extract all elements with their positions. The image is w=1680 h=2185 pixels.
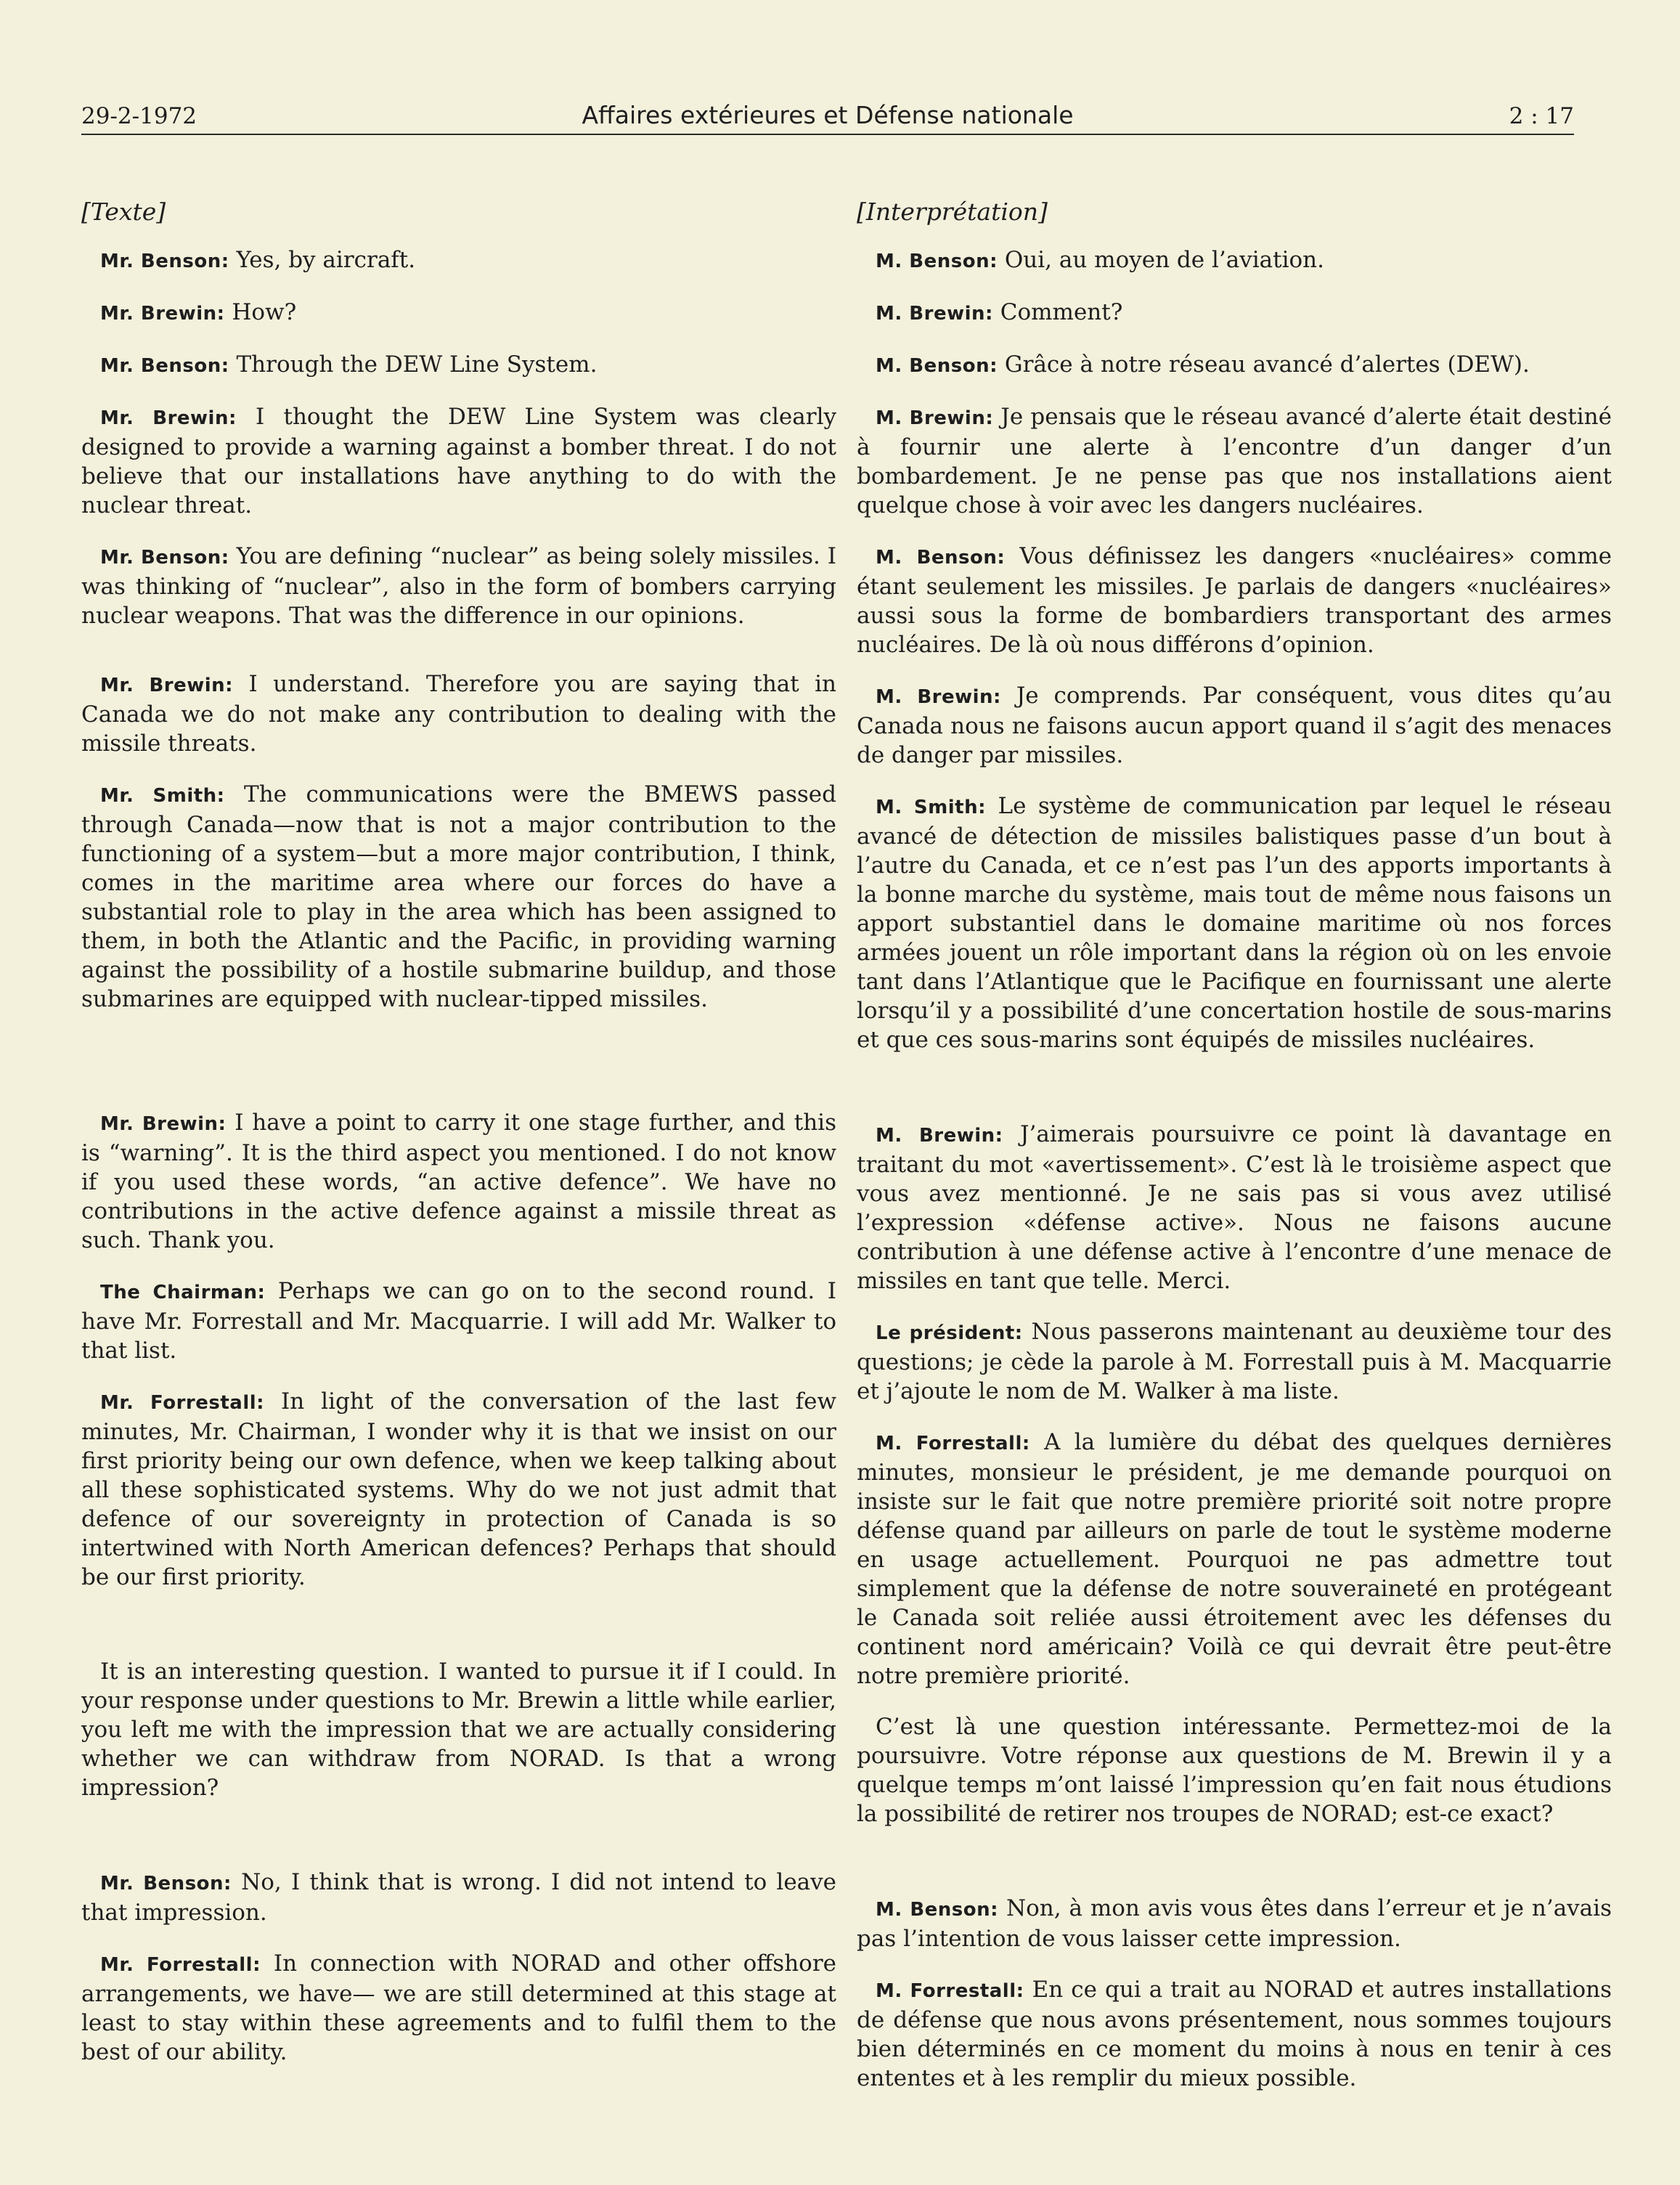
paragraph (81, 1949, 836, 2067)
header-title: Affaires extérieures et Défense nationale (582, 101, 1074, 129)
paragraph-text: Oui, au moyen de l’aviation. (998, 247, 1324, 273)
paragraph (81, 1387, 836, 1592)
paragraph-text: In light of the conversation of the last few minutes, Mr. Chairman, I wonder why it is that we insist on our first priority being our own defence, when we keep talking about all these sophisticated systems. Why do we not just admit that defence of our sovereignty in protection of Canada is so intertwined with North American defences? Perhaps that should be our first priority. (81, 1388, 836, 1590)
speaker-name: M. Smith: (876, 797, 986, 818)
speaker-name: M. Brewin: (876, 407, 994, 429)
paragraph-text: En ce qui a trait au NORAD et autres installations de défense que nous avons présentement, nous sommes toujours bien déterminés en ce moment du moins à nous en tenir à ces ententes et à les remplir du mieux possible. (857, 1977, 1612, 2091)
paragraph (857, 402, 1612, 520)
speaker-name: M. Brewin: (876, 303, 993, 325)
paragraph (81, 670, 836, 758)
paragraph-text: Through the DEW Line System. (229, 351, 598, 378)
paragraph (81, 1868, 836, 1927)
paragraph-text: Je comprends. Par conséquent, vous dites qu’au Canada nous ne faisons aucun apport quand il s’agit des menaces de danger par missiles. (857, 683, 1612, 768)
paragraph-text: Non, à mon avis vous êtes dans l’erreur et je n’avais pas l’intention de vous laisser cette impression. (857, 1895, 1612, 1952)
speaker-name: M. Brewin: (876, 1125, 1003, 1147)
paragraph (81, 1657, 836, 1802)
speaker-name: Mr. Brewin: (100, 675, 234, 696)
speaker-name: Mr. Benson: (100, 1873, 232, 1895)
header-date: 29-2-1972 (81, 103, 197, 129)
paragraph-text: The communications were the BMEWS passed through Canada—now that is not a major contribution to the functioning of a system—but a more major contribution, I think, comes in the maritime area where our forces do have a substantial role to play in the area which has been assigned to them, in both the Atlantic and the Pacific, in providing warning against the possibility of a hostile submarine buildup, and those submarines are equipped with nuclear-tipped missiles. (81, 781, 836, 1012)
paragraph-text: Perhaps we can go on to the second round. I have Mr. Forrestall and Mr. Macquarrie. I will add Mr. Walker to that list. (81, 1278, 836, 1364)
paragraph-text: I thought the DEW Line System was clearly designed to provide a warning against a bomber threat. I do not believe that our installations have anything to do with the nuclear threat. (81, 404, 836, 518)
header-page-number: 2 : 17 (1509, 103, 1574, 129)
speaker-name: M. Benson: (876, 251, 998, 272)
paragraph (857, 542, 1612, 659)
speaker-name: Mr. Benson: (100, 547, 229, 569)
speaker-name: Mr. Brewin: (100, 303, 225, 325)
speaker-name: M. Forrestall: (876, 1980, 1024, 2002)
speaker-name: M. Benson: (876, 1899, 999, 1921)
paragraph-text: I understand. Therefore you are saying that in Canada we do not make any contribution to dealing with the missile threats. (81, 671, 836, 757)
speaker-name: Mr. Benson: (100, 355, 229, 377)
speaker-name: Mr. Forrestall: (100, 1954, 261, 1976)
speaker-name: M. Brewin: (876, 686, 1001, 708)
english-column (81, 198, 836, 2088)
paragraph-text: Vous définissez les dangers «nucléaires» comme étant seulement les missiles. Je parlais de dangers «nucléaires» aussi sous la forme de bombardiers transportant des armes nucléaires. De là où nous différons d’opinion. (857, 543, 1612, 658)
paragraph (81, 245, 836, 276)
paragraph-text: In connection with NORAD and other offshore arrangements, we have— we are still determined at this stage at least to stay within these agreements and to fulfil them to the best of our ability. (81, 1950, 837, 2065)
paragraph-text: Yes, by aircraft. (229, 247, 416, 273)
speaker-name: Le président: (876, 1322, 1023, 1344)
speaker-name: Mr. Benson: (100, 251, 229, 272)
paragraph-text: How? (224, 299, 297, 325)
paragraph (81, 298, 836, 328)
speaker-name: M. Benson: (876, 547, 1006, 569)
speaker-name: Mr. Forrestall: (100, 1392, 265, 1414)
paragraph (857, 1975, 1612, 2093)
french-column (857, 198, 1612, 2115)
paragraph (81, 350, 836, 381)
speaker-name: Mr. Brewin: (100, 407, 237, 429)
paragraph (857, 1712, 1612, 1828)
paragraph (857, 681, 1612, 770)
section-label-texte: [Texte] (81, 198, 166, 226)
paragraph-text: I have a point to carry it one stage further, and this is “warning”. It is the third aspect you mentioned. I do not know if you used these words, “an active defence”. We have no contributions in the active defence against a missile threat as such. Thank you. (81, 1110, 836, 1253)
speaker-name: The Chairman: (100, 1282, 266, 1303)
paragraph-text: Nous passerons maintenant au deuxième tour des questions; je cède la parole à M. Forrestall puis à M. Macquarrie et j’ajoute le nom de M. Walker à ma liste. (857, 1319, 1612, 1404)
paragraph-text: Grâce à notre réseau avancé d’alertes (DEW). (998, 351, 1530, 378)
paragraph (81, 542, 836, 630)
paragraph (857, 1120, 1612, 1295)
speaker-name: Mr. Smith: (100, 785, 225, 807)
page-header (81, 96, 1574, 135)
paragraph-text: No, I think that is wrong. I did not intend to leave that impression. (81, 1869, 837, 1926)
paragraph-text: C’est là une question intéressante. Permettez-moi de la poursuivre. Votre réponse aux questions de M. Brewin il y a quelque temps m’ont laissé l’impression qu’en fait nous étudions la possibilité de retirer nos troupes de NORAD; est-ce exact? (857, 1714, 1612, 1827)
paragraph-text: It is an interesting question. I wanted to pursue it if I could. In your response under questions to Mr. Brewin a little while earlier, you left me with the impression that we are actually considering whether we can withdraw from NORAD. Is that a wrong impression? (81, 1659, 836, 1801)
speaker-name: M. Forrestall: (876, 1433, 1030, 1454)
paragraph-text: Je pensais que le réseau avancé d’alerte était destiné à fournir une alerte à l’encontre d’un danger d’un bombardement. Je ne pense pas que nos installations aient quelque chose à voir avec les dangers nucléaires. (857, 404, 1612, 518)
paragraph (857, 792, 1612, 1054)
paragraph (81, 402, 836, 520)
speaker-name: Mr. Brewin: (100, 1113, 227, 1135)
paragraph-text: Comment? (992, 299, 1123, 325)
paragraph-text: J’aimerais poursuivre ce point là davantage en traitant du mot «avertissement». C’est là le troisième aspect que vous avez mentionné. Je ne sais pas si vous avez utilisé l’expression «défense active». Nous ne faisons aucune contribution à une défense active à l’encontre d’une menace de missiles en tant que telle. Merci. (857, 1121, 1612, 1294)
paragraph-text: Le système de communication par lequel le réseau avancé de détection de missiles balistiques passe d’un bout à l’autre du Canada, et ce n’est pas l’un des apports importants à la bonne marche du système, mais tout de même nous faisons un apport substantiel dans le domaine maritime où nos forces armées jouent un rôle important dans la région où on les envoie tant dans l’Atlantique que le Pacifique en fournissant une alerte lorsqu’il y a possibilité d’une concertation hostile de sous-marins et que ces sous-marins sont équipés de missiles nucléaires. (857, 793, 1612, 1053)
paragraph (857, 245, 1612, 276)
paragraph (857, 1428, 1612, 1690)
paragraph (857, 1894, 1612, 1953)
paragraph-text: You are defining “nuclear” as being solely missiles. I was thinking of “nuclear”, also in the form of bombers carrying nuclear weapons. That was the difference in our opinions. (81, 543, 837, 629)
paragraph-text: A la lumière du débat des quelques dernières minutes, monsieur le président, je me demande pourquoi on insiste sur le fait que notre première priorité soit notre propre défense quand par ailleurs on parle de tout le système moderne en usage actuellement. Pourquoi ne pas admettre tout simplement que la défense de notre souveraineté en protégeant le Canada soit reliée aussi étroitement avec les défenses du continent nord américain? Voilà ce qui devrait être peut-être notre première priorité. (857, 1429, 1612, 1689)
paragraph (857, 298, 1612, 328)
paragraph (81, 780, 836, 1014)
paragraph (857, 1317, 1612, 1406)
paragraph (81, 1277, 836, 1365)
section-label-interpretation: [Interprétation] (857, 198, 1048, 226)
paragraph (857, 350, 1612, 381)
paragraph (81, 1108, 836, 1255)
speaker-name: M. Benson: (876, 355, 998, 377)
